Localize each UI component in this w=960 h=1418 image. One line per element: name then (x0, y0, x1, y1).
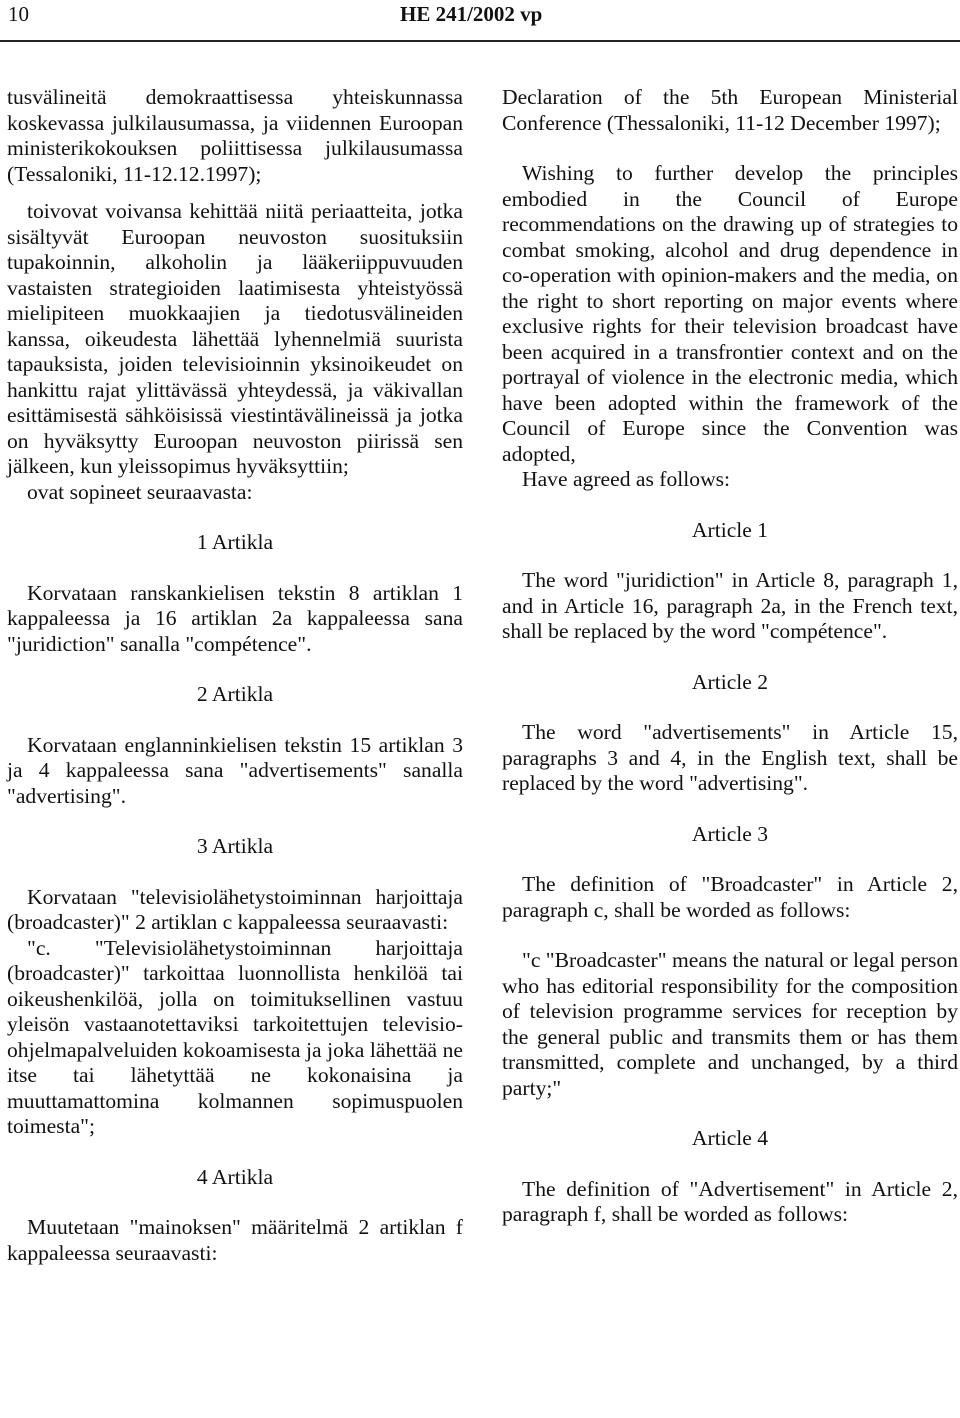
agreement-line: ovat sopineet seuraavasta: (27, 479, 253, 504)
article-heading: 2 Artikla (196, 682, 274, 706)
english-column (502, 85, 958, 1228)
article-text: Muutetaan "mainoksen" määritelmä 2 artiklan f kappaleessa seuraavasti: (7, 1215, 463, 1265)
page-number: 10 (8, 2, 29, 26)
article-heading: 3 Artikla (196, 834, 274, 858)
agreement-line: Have agreed as follows: (522, 467, 731, 491)
article-heading: 4 Artikla (196, 1164, 274, 1189)
preamble-paragraph: Wishing to further develop the principles embodied in the Council of Europe recommendations on the drawing up of strategies to combat smoking, alcohol and drug dependence in co-operation with opinion-makers and the media, on the right to short reporting on major events where exclusive rights for their television broadcast have been acquired in a transfrontier context and on the portrayal of violence in the electronic media, which have been adopted within the framework of the Council of Europe since the Convention was adopted, (502, 161, 958, 466)
article-text: Korvataan ranskankielisen tekstin 8 artiklan 1 kappaleessa ja 16 artiklan 2a kappaleessa sana "juridiction" sanalla "compétence". (7, 580, 463, 656)
article-text: Korvataan englanninkielisen tekstin 15 artiklan 3 ja 4 kappaleessa sana "advertisements" sanalla "advertising". (7, 732, 463, 808)
page-header (0, 0, 960, 40)
article-heading: Article 4 (691, 1126, 769, 1150)
article-heading: 1 Artikla (196, 530, 274, 554)
article-text: The definition of "Broadcaster" in Article 2, paragraph c, shall be worded as follows: (502, 872, 958, 922)
article-heading: Article 2 (691, 669, 769, 694)
article-text: Korvataan "televisiolähetystoiminnan harjoittaja (broadcaster)" 2 artiklan c kappaleessa seuraavasti: (7, 884, 463, 934)
article-text: The definition of "Advertisement" in Article 2, paragraph f, shall be worded as follows: (502, 1176, 958, 1226)
preamble-continuation: tusvälineitä demokraattisessa yhteiskunnassa koskevassa julkilausumassa, ja viidennen Euroopan ministerikokouksen poliittisessa julkilausumassa (Tessaloniki, 11-12.12.1997); (7, 85, 463, 186)
preamble-continuation: Declaration of the 5th European Ministerial Conference (Thessaloniki, 11-12 December 1997); (502, 85, 958, 135)
definition-text: "c "Broadcaster" means the natural or legal person who has editorial responsibility for the composition of television programme services for reception by the general public and transmits them or has them transmitted, complete and unchanged, by a third party;" (502, 948, 958, 1100)
article-text: The word "juridiction" in Article 8, paragraph 1, and in Article 16, paragraph 2a, in the French text, shall be replaced by the word "compétence". (502, 568, 958, 643)
preamble-paragraph: toivovat voivansa kehittää niitä periaatteita, jotka sisältyvät Euroopan neuvoston suosituksiin tupakoinnin, alkoholin ja lääkeriippuvuuden vastaisten strategioiden laatimisesta yhteistyössä mielipiteen muokkaajien ja tiedotusvälineiden kanssa, oikeudesta lähettää lyhennelmiä suurista tapauksista, joiden televisioinnin yksinoikeudet on hankittu rajat ylittävässä yhteydessä, ja väkivallan esittämisestä sähköisissä viestintävälineissä ja jotka on hyväksytty Euroopan neuvoston piirissä sen jälkeen, kun yleissopimus hyväksyttiin; (7, 199, 463, 478)
document-id: HE 241/2002 vp (400, 2, 543, 26)
article-heading: Article 3 (691, 821, 769, 846)
definition-text: "c. "Televisiolähetystoiminnan harjoittaja (broadcaster)" tarkoittaa luonnollista henkilöä tai oikeushenkilöä, jolla on toimituksellinen vastuu yleisön vastaanotettaviksi tarkoitettujen televisio-ohjelmapalveluiden kokoamisesta ja joka lähettää ne itse tai lähetyttää ne kokonaisina ja muuttamattomina kolmannen sopimuspuolen toimesta"; (7, 935, 463, 1138)
article-heading: Article 1 (691, 517, 769, 542)
finnish-column (7, 85, 463, 1266)
article-text: The word "advertisements" in Article 15, paragraphs 3 and 4, in the English text, shall be replaced by the word "advertising". (502, 720, 958, 795)
header-rule (0, 40, 960, 42)
